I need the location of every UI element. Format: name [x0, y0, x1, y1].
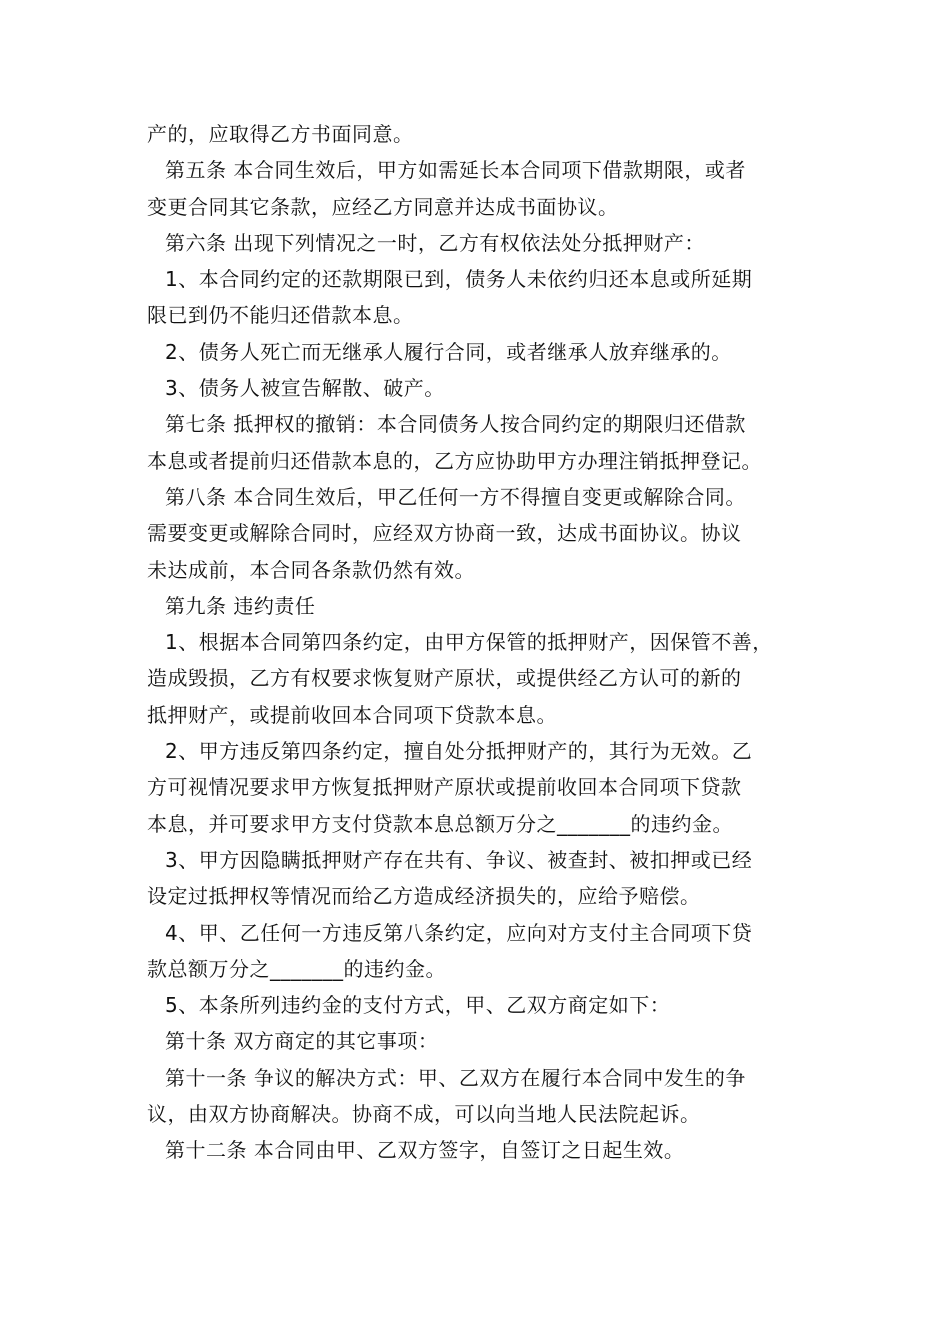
text-line: 方可视情况要求甲方恢复抵押财产原状或提前收回本合同项下贷款 [147, 775, 742, 800]
text-line: 第八条 本合同生效后，甲乙任何一方不得擅自变更或解除合同。 [165, 484, 746, 509]
text-line: 2、债务人死亡而无继承人履行合同，或者继承人放弃继承的。 [165, 339, 732, 364]
text-line: 本息或者提前归还借款本息的，乙方应协助甲方办理注销抵押登记。 [147, 448, 762, 473]
text-line: 3、债务人被宣告解散、破产。 [165, 376, 445, 401]
text-line: 议，由双方协商解决。协商不成，可以向当地人民法院起诉。 [147, 1102, 701, 1127]
contract-text [147, 116, 827, 1169]
text-line: 第六条 出现下列情况之一时，乙方有权依法处分抵押财产： [165, 230, 705, 255]
text-line: 2、甲方违反第四条约定，擅自处分抵押财产的，其行为无效。乙 [165, 739, 753, 764]
text-line: 4、甲、乙任何一方违反第八条约定，应向对方支付主合同项下贷 [165, 920, 753, 945]
text-line: 造成毁损，乙方有权要求恢复财产原状，或提供经乙方认可的新的 [147, 666, 742, 691]
text-line: 需要变更或解除合同时，应经双方协商一致，达成书面协议。协议 [147, 521, 742, 546]
text-line: 第十一条 争议的解决方式：甲、乙双方在履行本合同中发生的争 [165, 1065, 746, 1090]
text-line: 变更合同其它条款，应经乙方同意并达成书面协议。 [147, 194, 619, 219]
text-line: 5、本条所列违约金的支付方式，甲、乙双方商定如下： [165, 993, 671, 1018]
text-line: 产的，应取得乙方书面同意。 [147, 122, 414, 146]
text-line: 第七条 抵押权的撤销：本合同债务人按合同约定的期限归还借款 [165, 412, 746, 437]
text-line: 未达成前，本合同各条款仍然有效。 [147, 557, 475, 582]
text-line: 1、本合同约定的还款期限已到，债务人未依约归还本息或所延期 [165, 267, 753, 292]
text-line: 款总额万分之_______的违约金。 [147, 956, 446, 981]
text-line: 3、甲方因隐瞒抵押财产存在共有、争议、被查封、被扣押或已经 [165, 847, 753, 872]
text-line: 第五条 本合同生效后，甲方如需延长本合同项下借款期限，或者 [165, 158, 746, 183]
text-line: 限已到仍不能归还借款本息。 [147, 303, 414, 328]
text-line: 抵押财产，或提前收回本合同项下贷款本息。 [147, 702, 557, 727]
text-line: 本息，并可要求甲方支付贷款本息总额万分之_______的违约金。 [147, 811, 733, 836]
text-line: 1、根据本合同第四条约定，由甲方保管的抵押财产，因保管不善， [165, 630, 773, 655]
text-line: 第十条 双方商定的其它事项： [165, 1029, 439, 1054]
text-line: 设定过抵押权等情况而给乙方造成经济损失的，应给予赔偿。 [147, 884, 701, 909]
text-line: 第十二条 本合同由甲、乙双方签字，自签订之日起生效。 [165, 1138, 685, 1163]
text-line: 第九条 违约责任 [165, 593, 316, 618]
